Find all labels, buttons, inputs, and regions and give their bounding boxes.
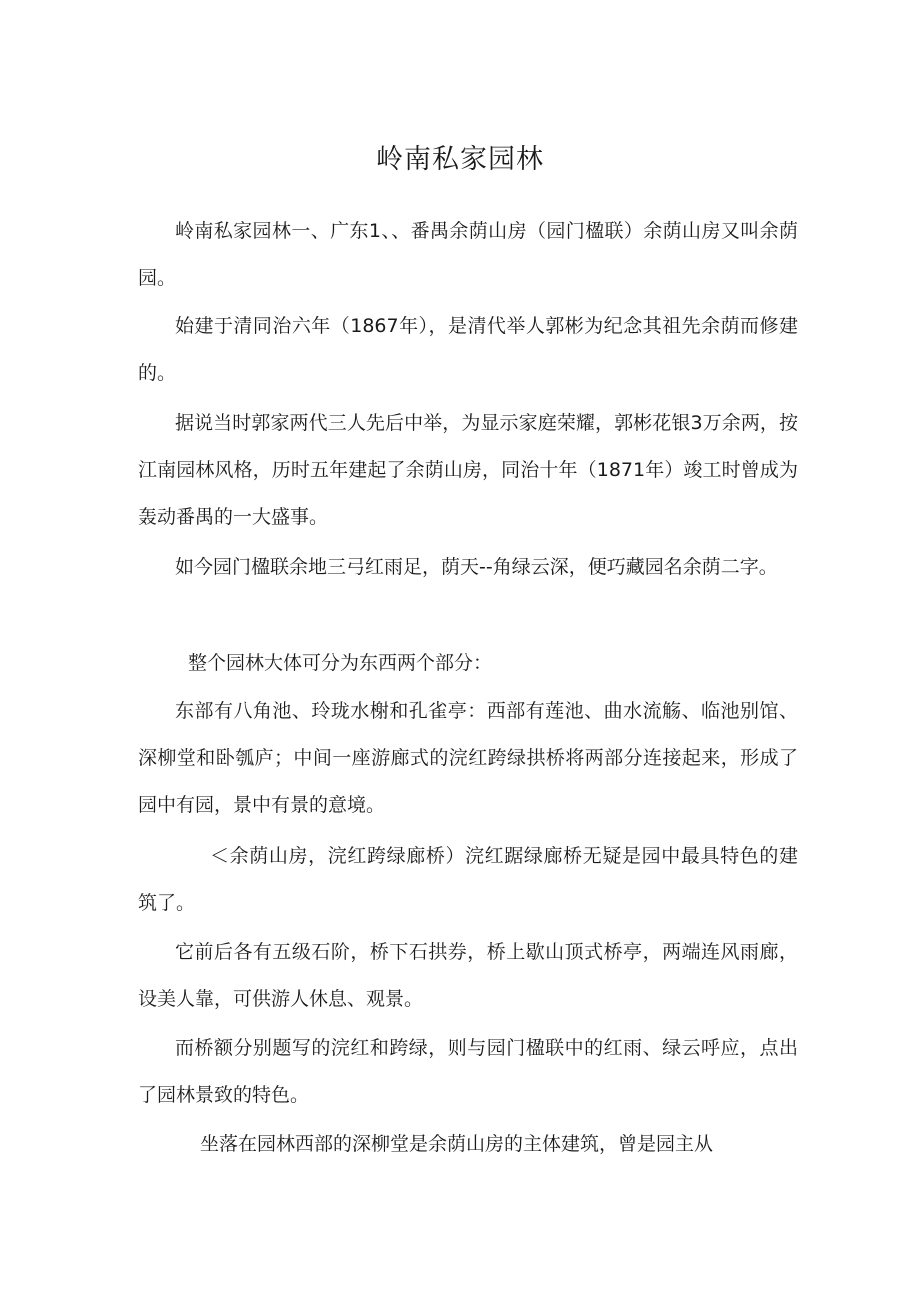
paragraph: 它前后各有五级石阶，桥下石拱券，桥上歇山顶式桥亭，两端连风雨廊，设美人靠，可供游人休息、观景。 bbox=[138, 941, 798, 1010]
paragraph: 而桥额分别题写的浣红和跨绿，则与园门楹联中的红雨、绿云呼应，点出了园林景致的特色。 bbox=[138, 1037, 798, 1106]
paragraph: 如今园门楹联余地三弓红雨足，荫天--角绿云深，便巧藏园名余荫二字。 bbox=[175, 556, 778, 578]
paragraph: 据说当时郭家两代三人先后中举，为显示家庭荣耀，郭彬花银3万余两，按江南园林风格，历时五年建起了余荫山房，同治十年（1871年）竣工时曾成为轰动番禺的一大盛事。 bbox=[138, 412, 798, 528]
paragraph: ＜余荫山房，浣红跨绿廊桥）浣红踞绿廊桥无疑是园中最具特色的建筑了。 bbox=[138, 845, 798, 914]
paragraph: 整个园林大体可分为东西两个部分： bbox=[188, 652, 493, 674]
document-title: 岭南私家园林 bbox=[376, 144, 544, 175]
paragraph: 坐落在园林西部的深柳堂是余荫山房的主体建筑，曾是园主从 bbox=[200, 1133, 714, 1155]
paragraph: 岭南私家园林一、广东1、、番禺余荫山房（园门楹联）余荫山房又叫余荫园。 bbox=[138, 220, 798, 289]
paragraph: 始建于清同治六年（1867年），是清代举人郭彬为纪念其祖先余荫而修建的。 bbox=[138, 315, 798, 384]
paragraph: 东部有八角池、玲珑水榭和孔雀亭：西部有莲池、曲水流觞、临池别馆、深柳堂和卧瓠庐；中间一座游廊式的浣红跨绿拱桥将两部分连接起来，形成了园中有园，景中有景的意境。 bbox=[138, 700, 798, 816]
